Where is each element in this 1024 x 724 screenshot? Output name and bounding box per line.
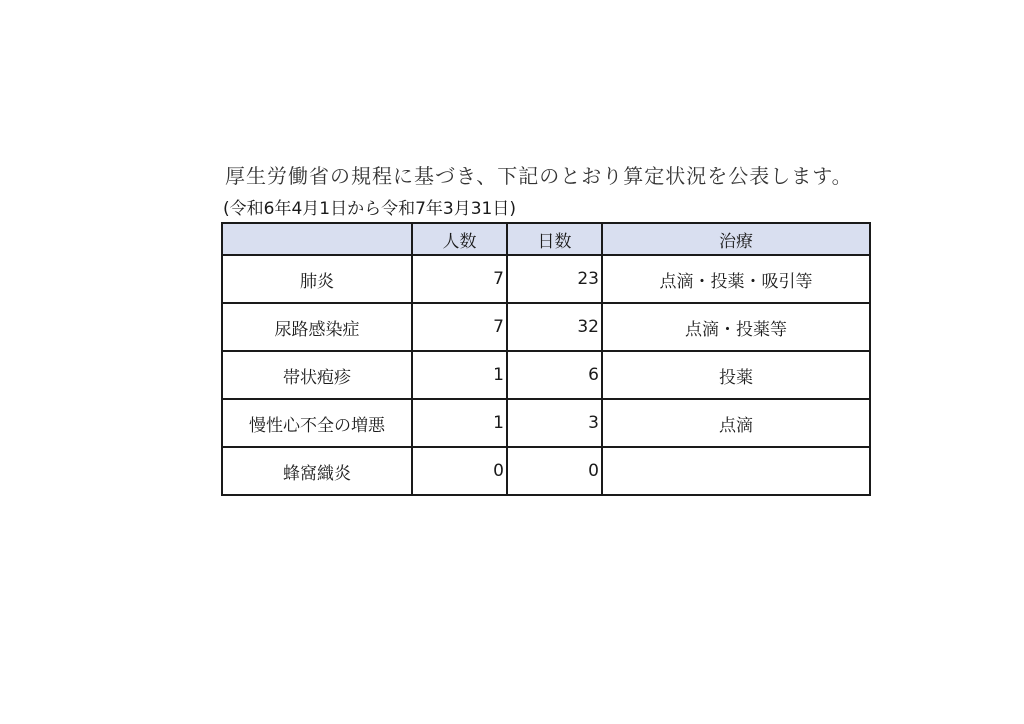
header-people: 人数 bbox=[412, 223, 507, 255]
report-table bbox=[221, 222, 871, 496]
condition-cell: 肺炎 bbox=[222, 255, 412, 303]
days-cell: 3 bbox=[507, 399, 602, 447]
treatment-cell: 投薬 bbox=[602, 351, 870, 399]
intro-text: 厚生労働省の規程に基づき、下記のとおり算定状況を公表します。 bbox=[225, 164, 853, 188]
period-text: (令和6年4月1日から令和7年3月31日) bbox=[223, 199, 516, 219]
table-row bbox=[222, 399, 870, 447]
people-cell: 7 bbox=[412, 303, 507, 351]
days-cell: 23 bbox=[507, 255, 602, 303]
header-row bbox=[222, 223, 870, 255]
header-treatment: 治療 bbox=[602, 223, 870, 255]
table-row bbox=[222, 447, 870, 495]
condition-cell: 帯状疱疹 bbox=[222, 351, 412, 399]
people-cell: 1 bbox=[412, 351, 507, 399]
treatment-cell: 点滴・投薬・吸引等 bbox=[602, 255, 870, 303]
treatment-cell bbox=[602, 447, 870, 495]
days-cell: 0 bbox=[507, 447, 602, 495]
table-row bbox=[222, 351, 870, 399]
condition-cell: 慢性心不全の増悪 bbox=[222, 399, 412, 447]
header-condition bbox=[222, 223, 412, 255]
header-days: 日数 bbox=[507, 223, 602, 255]
people-cell: 1 bbox=[412, 399, 507, 447]
days-cell: 32 bbox=[507, 303, 602, 351]
table-row bbox=[222, 303, 870, 351]
condition-cell: 尿路感染症 bbox=[222, 303, 412, 351]
treatment-cell: 点滴・投薬等 bbox=[602, 303, 870, 351]
days-cell: 6 bbox=[507, 351, 602, 399]
table-row bbox=[222, 255, 870, 303]
people-cell: 0 bbox=[412, 447, 507, 495]
condition-cell: 蜂窩織炎 bbox=[222, 447, 412, 495]
treatment-cell: 点滴 bbox=[602, 399, 870, 447]
people-cell: 7 bbox=[412, 255, 507, 303]
